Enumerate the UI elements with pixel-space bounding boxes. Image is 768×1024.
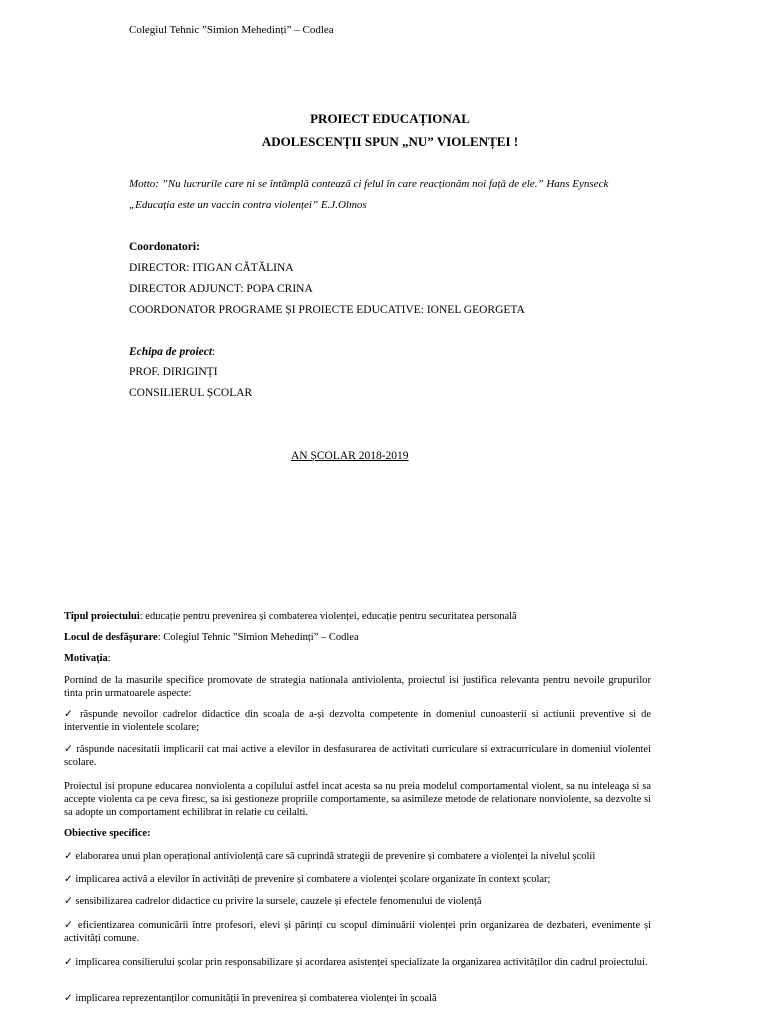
echipa-label: Echipa de proiect — [129, 346, 213, 358]
project-title: PROIECT EDUCAȚIONAL — [310, 111, 470, 126]
tipul-proiectului — [64, 610, 651, 623]
obiectiv-item: ✓ implicarea reprezentanților comunității în prevenirea și combaterea violenței în școală — [64, 993, 437, 1004]
echipa-colon: : — [212, 346, 216, 358]
motivatia-intro: Pornind de la masurile specifice promovate de strategia nationala antiviolenta, proiectul isi justifica relevanta pentru nevoile grupurilor tinta prin urmatoarele aspecte: — [64, 675, 651, 699]
motivatia-paragraph: Proiectul isi propune educarea nonviolenta a copilului astfel incat acesta sa nu preia modelul comportamental violent, sa nu inteleaga si sa accepte violenta ca pe ceva firesc, sa isi gestioneze propriile comportamente, sa asimileze metode de relationare nonviolente, sa dezvolte si sa adopte un comportament echilibrat in relatie cu ceilalti. — [64, 781, 651, 818]
locul-desfasurare — [64, 631, 651, 644]
motivatia-label: Motivația — [64, 653, 108, 664]
echipa-item: CONSILIERUL ȘCOLAR — [129, 387, 253, 399]
school-header: Colegiul Tehnic ”Simion Mehedinți” – Codlea — [129, 24, 334, 36]
echipa-item: PROF. DIRIGINȚI — [129, 366, 218, 378]
obiectiv-item: ✓ sensibilizarea cadrelor didactice cu privire la sursele, cauzele și efectele fenomenului de violență — [64, 896, 482, 907]
locul-text: : Colegiul Tehnic ”Simion Mehedinți” – Codlea — [157, 632, 359, 643]
obiectiv-item: ✓ elaborarea unui plan operațional antiviolență care să cuprindă strategii de prevenire și combatere a violenței la nivelul școlii — [64, 851, 596, 862]
coordonatori-heading: Coordonatori: — [129, 241, 200, 253]
obiective-heading: Obiective specifice: — [64, 828, 151, 839]
tipul-text: : educație pentru prevenirea și combaterea violenței, educație pentru securitatea personală — [139, 611, 517, 622]
coordonator-item: COORDONATOR PROGRAME ȘI PROIECTE EDUCATIVE: IONEL GEORGETA — [129, 304, 525, 316]
echipa-heading — [129, 346, 215, 358]
obiectiv-item: ✓ implicarea activă a elevilor în activități de prevenire și combatere a violenței școlare organizate în context școlar; — [64, 874, 551, 885]
motivatia-point: ✓ răspunde nevoilor cadrelor didactice din scoala de a-și dezvolta competente in domeniul cunoasterii si actiunii preventive si de interventie in violentele scolare; — [64, 709, 651, 733]
project-subtitle: ADOLESCENȚII SPUN „NU” VIOLENȚEI ! — [261, 134, 519, 149]
motivatia-colon: : — [107, 653, 111, 664]
motto-line-1: Motto: ”Nu lucrurile care ni se întâmplă contează ci felul în care reacționăm noi față de ele.” Hans Eynseck — [129, 178, 609, 190]
motivatia-heading — [64, 652, 651, 665]
tipul-label: Tipul proiectului — [64, 611, 140, 622]
coordonator-item: DIRECTOR ADJUNCT: POPA CRINA — [129, 283, 313, 295]
locul-label: Locul de desfășurare — [64, 632, 158, 643]
coordonator-item: DIRECTOR: ITIGAN CĂTĂLINA — [129, 262, 294, 274]
obiectiv-item: ✓ implicarea consilierului școlar prin responsabilizare și acordarea asistenței specializate la organizarea activităților din cadrul proiectului. — [64, 957, 648, 968]
motto-line-2: „Educația este un vaccin contra violenței” E.J.Olmos — [129, 199, 367, 211]
school-year: AN ȘCOLAR 2018-2019 — [291, 450, 409, 462]
obiectiv-item: ✓ eficientizarea comunicării între profesori, elevi și părinți cu scopul diminuării violenței prin organizarea de dezbateri, evenimente și activități comune. — [64, 920, 651, 944]
motivatia-point: ✓ răspunde nacesitatii implicarii cat mai active a elevilor in desfasurarea de activitati curriculare si extracurriculare in domeniul violentei scolare. — [64, 744, 651, 768]
